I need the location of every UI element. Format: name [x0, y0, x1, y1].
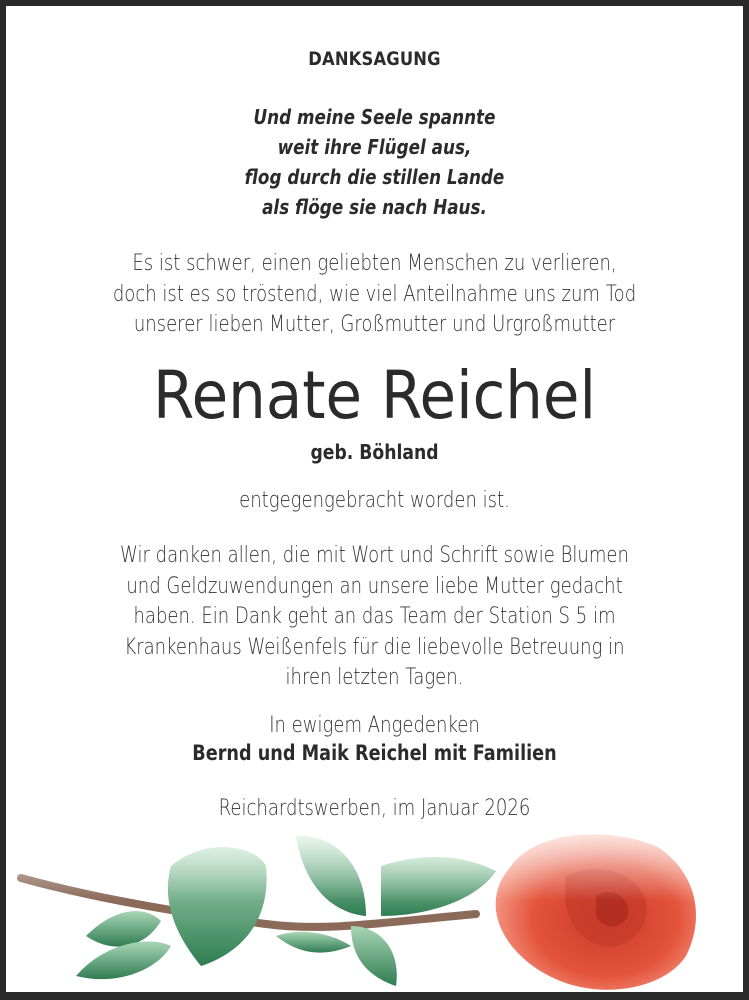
thanks-line: Wir danken allen, die mit Wort und Schrift sowie Blumen	[120, 543, 629, 568]
place-date: Reichardtswerben, im Januar 2026	[218, 796, 531, 821]
poem-line: flog durch die stillen Lande	[244, 165, 505, 189]
thanks-text	[72, 541, 676, 694]
intro-line: doch ist es so tröstend, wie viel Anteilnahme uns zum Tod	[112, 281, 637, 307]
thanks-line: und Geldzuwendungen an unsere liebe Mutter gedacht	[126, 573, 623, 599]
poem-line: als flöge sie nach Haus.	[262, 195, 487, 219]
intro-line: Es ist schwer, einen geliebten Menschen zu verlieren,	[132, 251, 617, 276]
continuation-text: entgegengebracht worden ist.	[239, 488, 510, 513]
deceased-name: Renate Reichel	[153, 357, 596, 434]
thanks-line: haben. Ein Dank geht an das Team der Station S 5 im	[133, 604, 616, 629]
obituary-card	[6, 6, 743, 992]
family-signature: Bernd und Maik Reichel mit Familien	[192, 741, 557, 765]
thanks-line: Krankenhaus Weißenfels für die liebevolle Betreuung in	[124, 634, 625, 660]
heading: DANKSAGUNG	[308, 48, 441, 70]
intro-line: unserer lieben Mutter, Großmutter und Urgroßmutter	[133, 312, 616, 337]
poem-line: weit ihre Flügel aus,	[277, 135, 472, 159]
poem-line: Und meine Seele spannte	[253, 105, 496, 129]
poem	[65, 102, 684, 222]
intro-text	[72, 249, 676, 341]
thanks-line: ihren letzten Tagen.	[285, 665, 464, 690]
birth-name: geb. Böhland	[310, 440, 439, 464]
rose-icon	[6, 826, 743, 992]
memory-text: In ewigem Angedenken	[269, 713, 480, 738]
